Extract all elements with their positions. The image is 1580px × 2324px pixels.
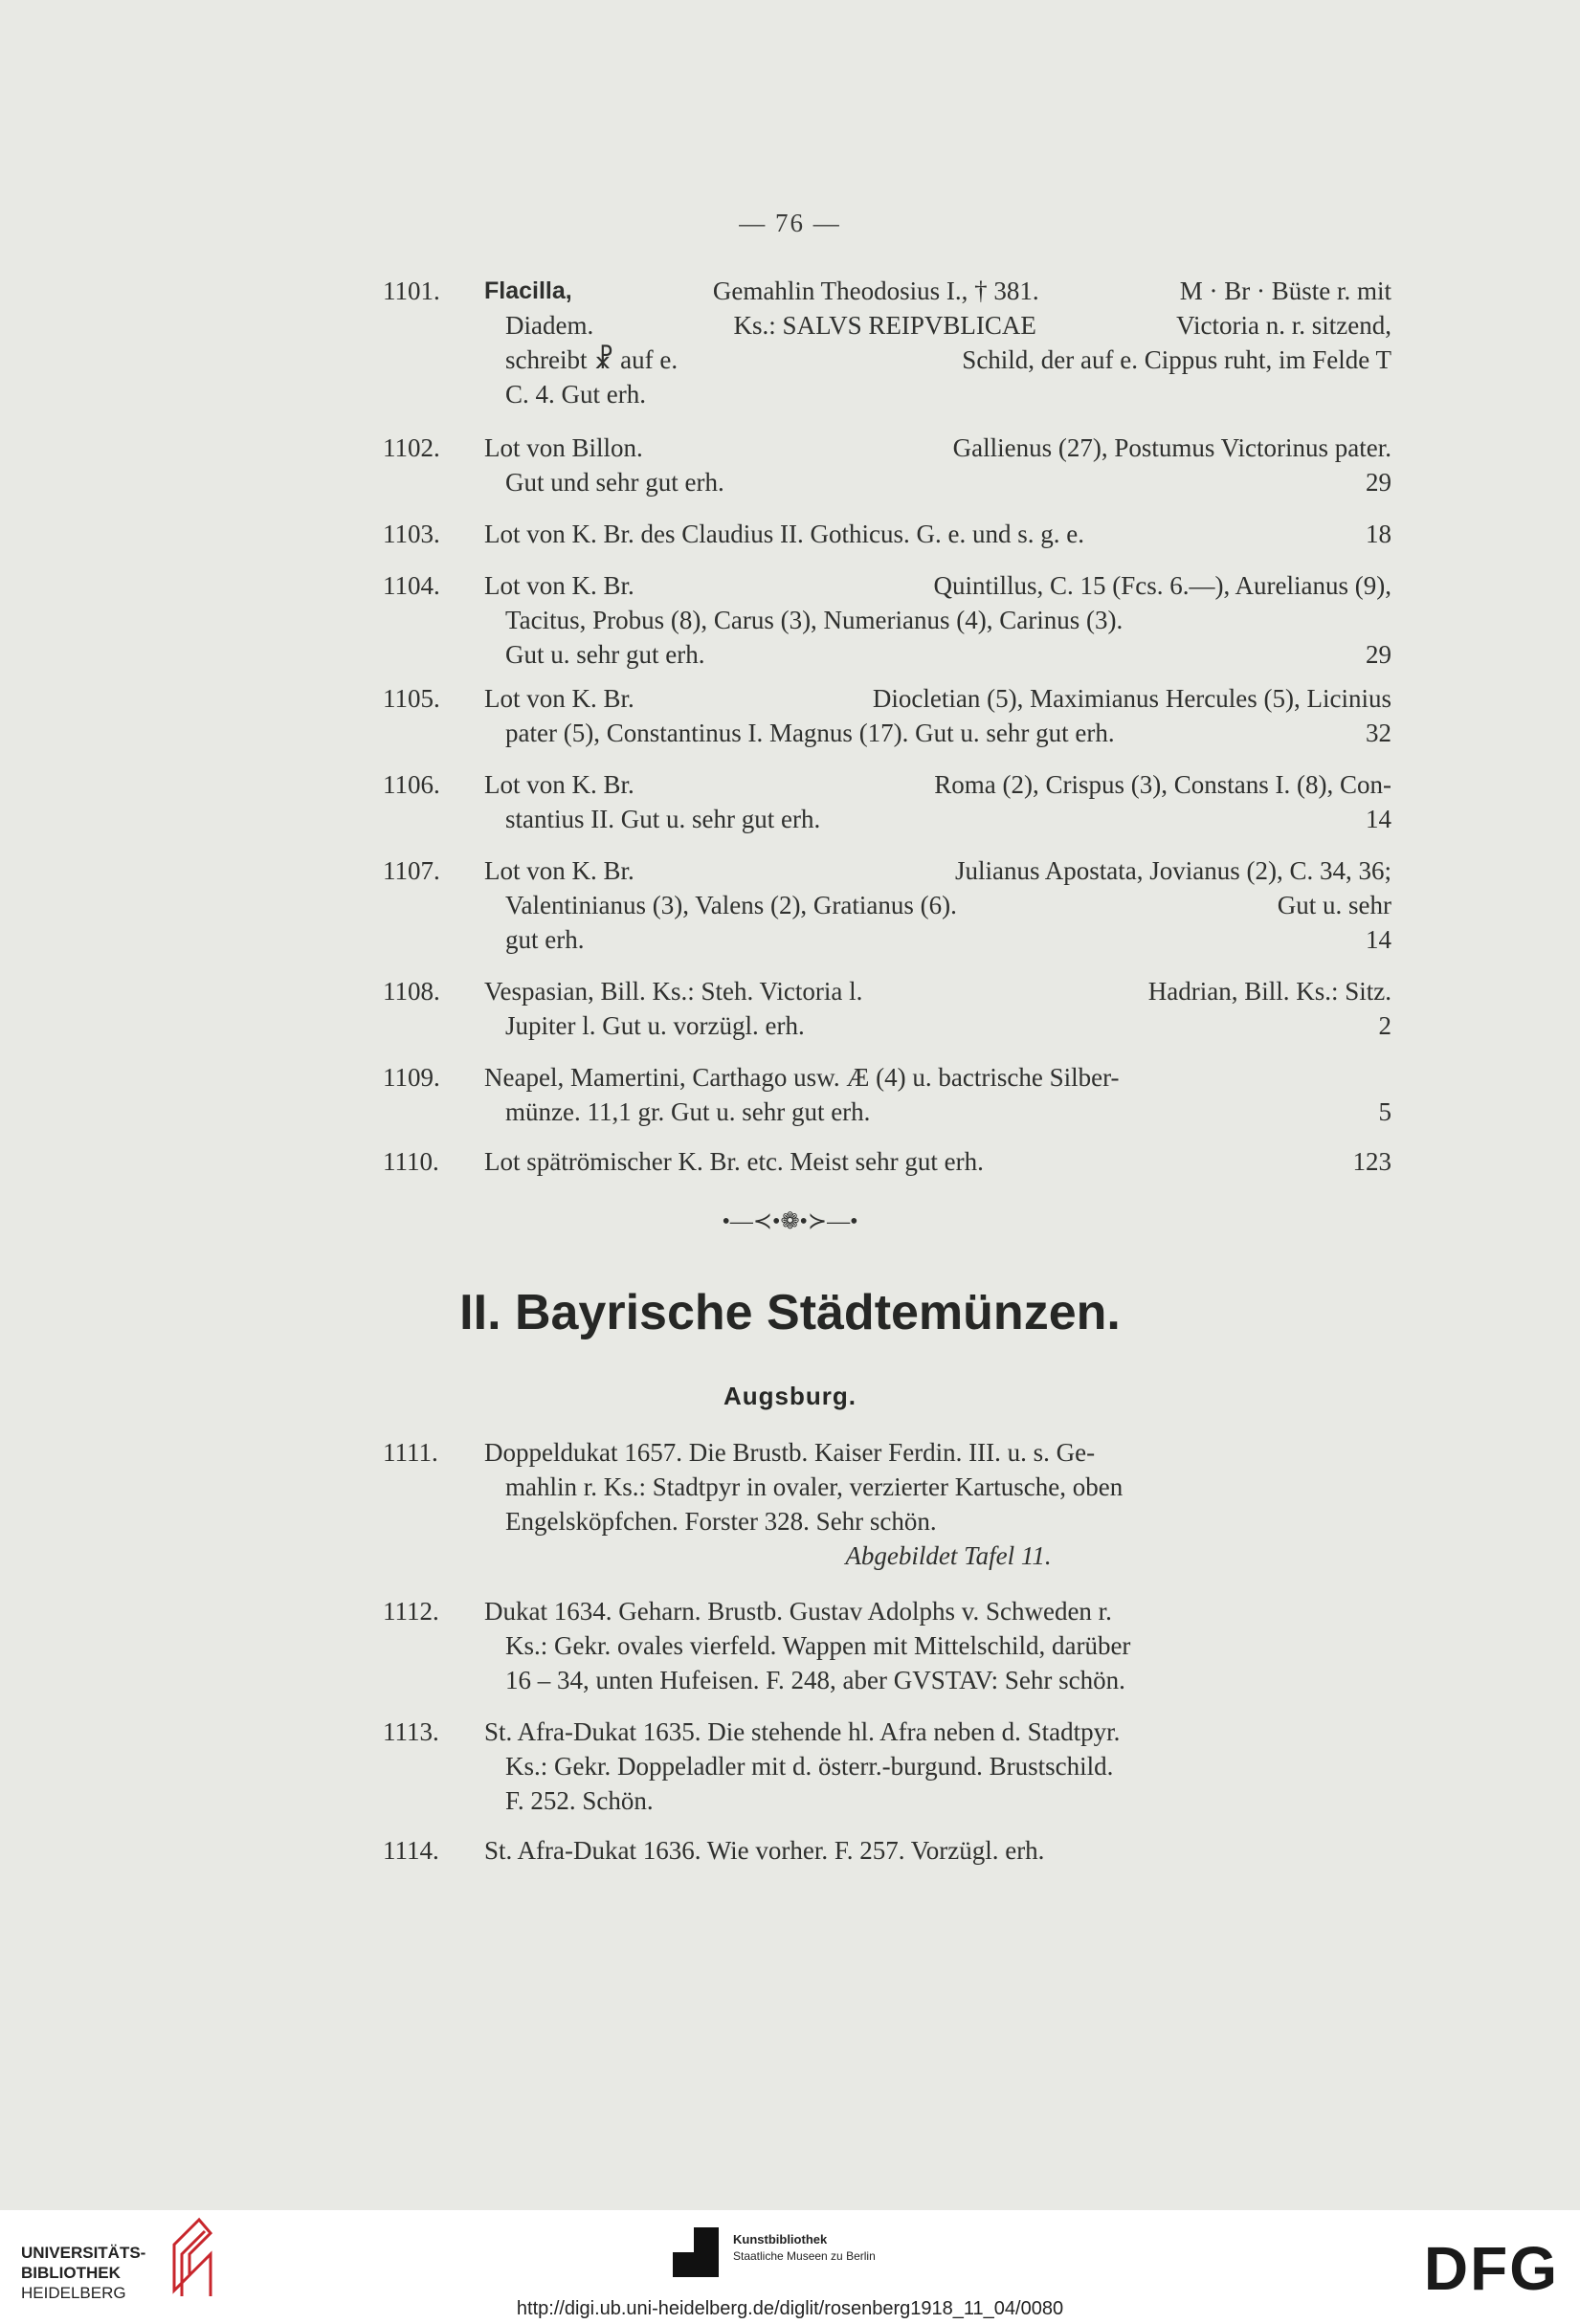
city-heading: Augsburg. <box>723 1382 857 1410</box>
entry-line <box>484 1008 1391 1043</box>
entry-text: Gut u. sehr <box>1277 891 1391 919</box>
entry-number: 1106. <box>383 770 440 799</box>
entry-line <box>484 517 1391 551</box>
entry-line <box>484 1095 1391 1129</box>
entry-text: Lot von K. Br. des Claudius II. Gothicus. G. e. und s. g. e. <box>484 520 1084 548</box>
entry-line <box>484 1435 1391 1470</box>
entry-text: pater (5), Constantinus I. Magnus (17). Gut u. sehr gut erh. <box>505 719 1115 747</box>
entry-text: Doppeldukat 1657. Die Brustb. Kaiser Ferdin. III. u. s. Ge- <box>484 1438 1096 1467</box>
entry-line <box>484 974 1391 1008</box>
entry-line <box>484 802 1391 836</box>
kunstbibliothek-logo[interactable] <box>733 2231 876 2265</box>
entry-line <box>484 1783 1391 1818</box>
entry-text: Ks.: Gekr. ovales vierfeld. Wappen mit Mittelschild, darüber <box>505 1631 1131 1660</box>
entry-line <box>484 922 1391 957</box>
entry-text: gut erh. <box>505 925 585 954</box>
ub-line-3: HEIDELBERG <box>21 2284 126 2302</box>
catalogue-entry <box>383 1715 1391 1818</box>
entry-text: Lot von K. Br. <box>484 856 634 885</box>
catalogue-entry <box>383 517 1391 551</box>
entry-number: 1113. <box>383 1717 439 1746</box>
entry-line <box>484 767 1391 802</box>
entry-text: Neapel, Mamertini, Carthago usw. Æ (4) u. bactrische Silber- <box>484 1063 1120 1092</box>
entry-number: 1112. <box>383 1597 439 1626</box>
entry-line <box>484 465 1391 499</box>
entry-line <box>484 343 1391 377</box>
entry-text: Jupiter l. Gut u. vorzügl. erh. <box>505 1011 805 1040</box>
entry-text: Gallienus (27), Postumus Victorinus pater. <box>952 433 1391 462</box>
entry-line <box>484 853 1391 888</box>
entry-number: 1108. <box>383 977 440 1006</box>
catalogue-entry <box>383 1060 1391 1129</box>
entry-text: Lot von K. Br. <box>484 571 634 600</box>
entry-text: 123 <box>1352 1147 1391 1176</box>
section-ornament: •—≺•❁•≻—• <box>722 1209 858 1234</box>
entry-text: münze. 11,1 gr. Gut u. sehr gut erh. <box>505 1097 871 1126</box>
entry-text: 2 <box>1378 1011 1391 1040</box>
entry-number: 1107. <box>383 856 440 885</box>
entry-text: 18 <box>1366 520 1391 548</box>
entry-number: 1110. <box>383 1147 439 1176</box>
entry-number: 1102. <box>383 433 440 462</box>
ub-line-1: UNIVERSITÄTS- <box>21 2244 146 2262</box>
entry-text: 14 <box>1366 925 1391 954</box>
entry-text: Gut u. sehr gut erh. <box>505 640 705 669</box>
entry-text: Gemahlin Theodosius I., † 381. <box>712 277 1039 305</box>
entry-line <box>484 888 1391 922</box>
catalogue-entry <box>383 767 1391 836</box>
entry-number: 1101. <box>383 277 440 305</box>
entry-line <box>484 603 1391 637</box>
entry-line <box>484 308 1391 343</box>
ub-heidelberg-logo[interactable] <box>21 2243 145 2303</box>
entry-text: C. 4. Gut erh. <box>505 380 646 409</box>
entry-text: Engelsköpfchen. Forster 328. Sehr schön. <box>505 1507 937 1536</box>
entry-line <box>484 1594 1391 1628</box>
entry-line <box>484 377 1391 411</box>
entry-text: mahlin r. Ks.: Stadtpyr in ovaler, verzierter Kartusche, oben <box>505 1472 1124 1501</box>
entry-line <box>484 1628 1391 1663</box>
entry-text: St. Afra-Dukat 1636. Wie vorher. F. 257. Vorzügl. erh. <box>484 1836 1045 1865</box>
entry-line <box>484 681 1391 716</box>
entry-line <box>484 1504 1391 1538</box>
catalogue-entry <box>383 1594 1391 1697</box>
page-number: — 76 — <box>739 209 841 237</box>
entry-line <box>484 1538 1391 1573</box>
catalogue-entry <box>383 431 1391 499</box>
viewer-footer <box>0 2210 1580 2324</box>
entry-text: Ks.: Gekr. Doppeladler mit d. österr.-burgund. Brustschild. <box>505 1752 1114 1781</box>
catalogue-entry <box>383 568 1391 672</box>
entry-text: St. Afra-Dukat 1635. Die stehende hl. Afra neben d. Stadtpyr. <box>484 1717 1121 1746</box>
entry-line <box>484 274 1391 308</box>
entry-line <box>484 1663 1391 1697</box>
dfg-logo[interactable]: DFG <box>1423 2234 1559 2303</box>
entry-line <box>484 716 1391 750</box>
entry-line <box>484 1715 1391 1749</box>
entry-number: 1104. <box>383 571 440 600</box>
ub-line-2: BIBLIOTHEK <box>21 2264 121 2282</box>
entry-text: Valentinianus (3), Valens (2), Gratianus (6). <box>505 891 957 919</box>
entry-text: Lot spätrömischer K. Br. etc. Meist sehr gut erh. <box>484 1147 984 1176</box>
entry-text: schreibt ☧ auf e. <box>505 345 679 374</box>
catalogue-entry <box>383 1144 1391 1179</box>
entry-text: 32 <box>1366 719 1391 747</box>
entry-text: Flacilla, <box>484 277 572 304</box>
entry-text: Lot von Billon. <box>484 433 643 462</box>
entry-text: Roma (2), Crispus (3), Constans I. (8), Con- <box>934 770 1391 799</box>
entry-text: Lot von K. Br. <box>484 684 634 713</box>
entry-number: 1103. <box>383 520 440 548</box>
entry-text: Quintillus, C. 15 (Fcs. 6.—), Aurelianus (9), <box>933 571 1391 600</box>
entry-text: Abgebildet Tafel 11. <box>845 1541 1052 1570</box>
entry-line <box>484 1833 1391 1868</box>
kb-title: Kunstbibliothek <box>733 2232 828 2247</box>
catalogue-entry <box>383 974 1391 1043</box>
entry-text: Ks.: SALVS REIPVBLICAE <box>733 311 1036 340</box>
entry-text: Diocletian (5), Maximianus Hercules (5), Licinius <box>872 684 1391 713</box>
entry-text: Julianus Apostata, Jovianus (2), C. 34, 36; <box>955 856 1391 885</box>
entry-text: Tacitus, Probus (8), Carus (3), Numerianus (4), Carinus (3). <box>505 606 1124 634</box>
kb-subtitle: Staatliche Museen zu Berlin <box>733 2249 876 2263</box>
entry-text: 29 <box>1366 640 1391 669</box>
entry-number: 1114. <box>383 1836 439 1865</box>
entry-number: 1109. <box>383 1063 440 1092</box>
entry-text: Schild, der auf e. Cippus ruht, im Felde T <box>962 345 1391 374</box>
entry-text: Gut und sehr gut erh. <box>505 468 724 497</box>
catalogue-entry <box>383 853 1391 957</box>
entry-text: 16 – 34, unten Hufeisen. F. 248, aber GVSTAV: Sehr schön. <box>505 1666 1125 1694</box>
entry-line <box>484 637 1391 672</box>
entry-line <box>484 568 1391 603</box>
entry-text: Vespasian, Bill. Ks.: Steh. Victoria l. <box>484 977 863 1006</box>
entry-line <box>484 431 1391 465</box>
entry-line <box>484 1470 1391 1504</box>
entry-text: Lot von K. Br. <box>484 770 634 799</box>
entry-line <box>484 1060 1391 1095</box>
entry-text: 5 <box>1378 1097 1391 1126</box>
entry-number: 1111. <box>383 1438 438 1467</box>
catalogue-entry <box>383 681 1391 750</box>
catalogue-entry <box>383 1435 1391 1573</box>
entry-text: F. 252. Schön. <box>505 1786 654 1815</box>
entry-text: 14 <box>1366 805 1391 833</box>
entry-text: stantius II. Gut u. sehr gut erh. <box>505 805 821 833</box>
entry-number: 1105. <box>383 684 440 713</box>
page-url[interactable]: http://digi.ub.uni-heidelberg.de/diglit/rosenberg1918_11_04/0080 <box>516 2298 1064 2319</box>
entry-text: M · Br · Büste r. mit <box>1179 277 1391 305</box>
entry-text: Hadrian, Bill. Ks.: Sitz. <box>1147 977 1391 1006</box>
entry-text: Dukat 1634. Geharn. Brustb. Gustav Adolphs v. Schweden r. <box>484 1597 1112 1626</box>
entry-text: Victoria n. r. sitzend, <box>1176 311 1391 340</box>
section-title: II. Bayrische Städtemünzen. <box>459 1285 1121 1340</box>
kunstbibliothek-logo-icon <box>673 2227 719 2277</box>
entry-line <box>484 1749 1391 1783</box>
catalogue-entry <box>383 274 1391 411</box>
entry-text: Diadem. <box>505 311 594 340</box>
entry-text: 29 <box>1366 468 1391 497</box>
catalogue-entry <box>383 1833 1391 1868</box>
entry-line <box>484 1144 1391 1179</box>
ub-logo-mark-icon <box>161 2216 218 2298</box>
